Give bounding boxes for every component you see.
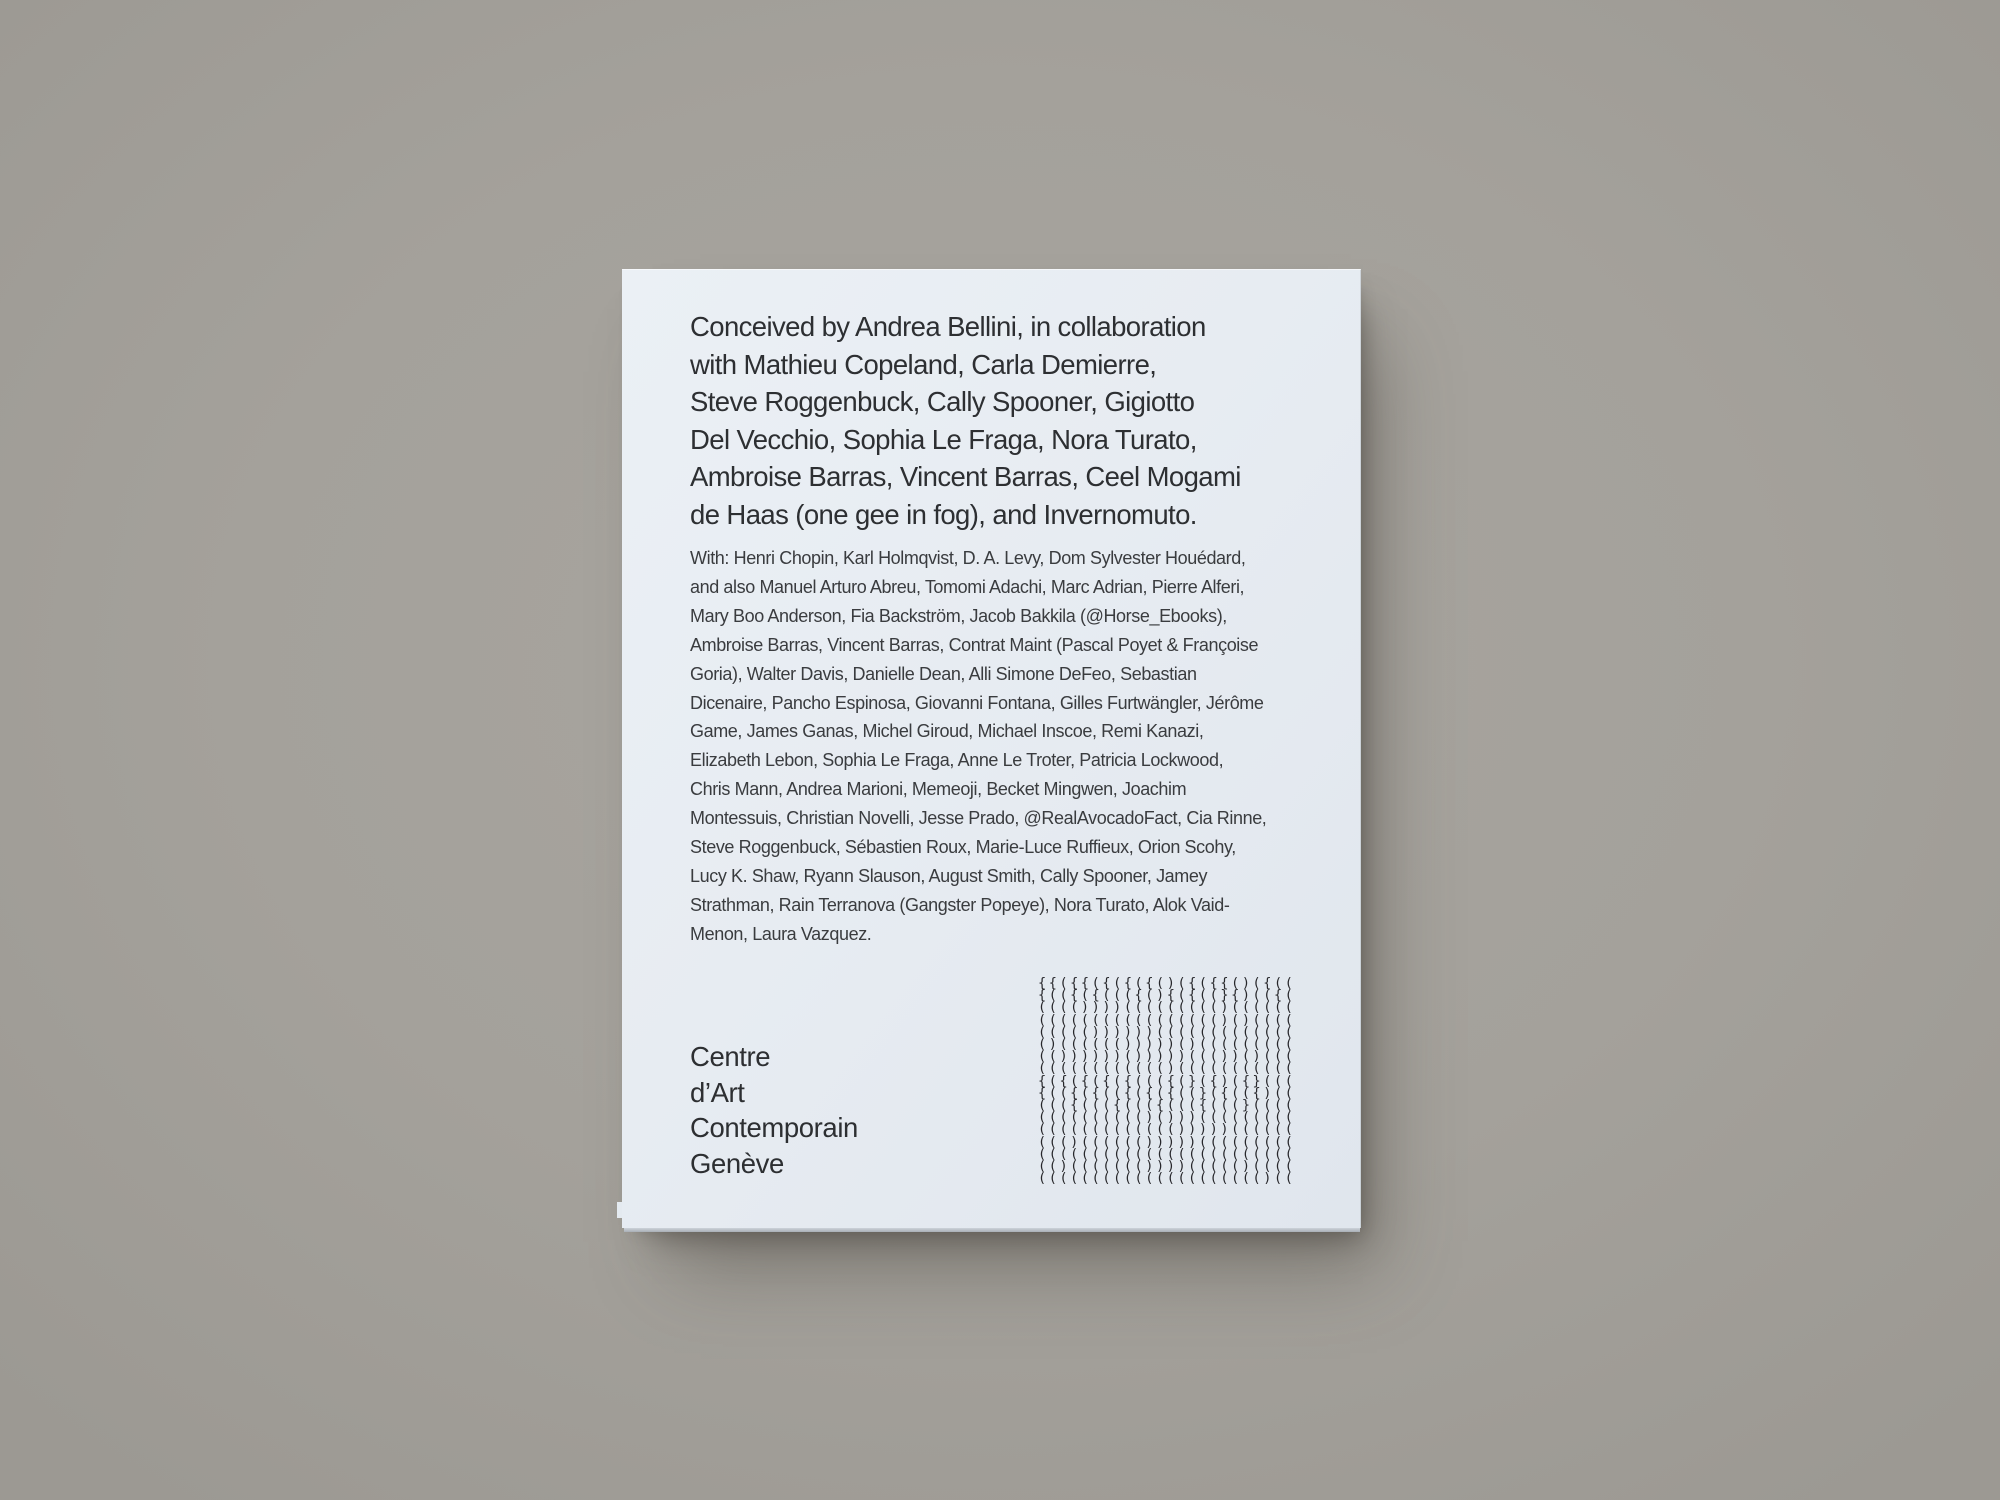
credits-heading-line: Del Vecchio, Sophia Le Fraga, Nora Turato,: [690, 423, 1197, 455]
publisher-line: Contemporain: [690, 1112, 858, 1143]
parentheses-pattern-row: {(({({((({(){({((}{)(({(: [1038, 987, 1296, 1004]
participants-line: Game, James Ganas, Michel Giroud, Michael Inscoe, Remi Kanazi,: [690, 721, 1204, 742]
participants-line: Goria), Walter Davis, Danielle Dean, Alli Simone DeFeo, Sebastian: [690, 663, 1197, 684]
participants-line: With: Henri Chopin, Karl Holmqvist, D. A. Levy, Dom Sylvester Houédard,: [690, 548, 1246, 568]
participants-line: Montessuis, Christian Novelli, Jesse Prado, @RealAvocadoFact, Cia Rinne,: [690, 808, 1267, 829]
participants-line: and also Manuel Arturo Abreu, Tomomi Adachi, Marc Adrian, Pierre Alferi,: [690, 576, 1245, 597]
participants-line: Dicenaire, Pancho Espinosa, Giovanni Fontana, Gilles Furtwängler, Jérôme: [690, 692, 1264, 713]
book-back-cover: [622, 269, 1361, 1228]
credits-heading-line: de Haas (one gee in fog), and Invernomuto.: [690, 498, 1197, 530]
participants-list: [690, 544, 1266, 949]
participants-line: Steve Roggenbuck, Sébastien Roux, Marie-Luce Ruffieux, Orion Scohy,: [690, 837, 1236, 858]
parentheses-pattern-row: {{({{({({({()({({{()({((: [1038, 975, 1296, 991]
participants-line: Ambroise Barras, Vincent Barras, Contrat Maint (Pascal Poyet & Françoise: [690, 634, 1259, 655]
credits-heading-line: Conceived by Andrea Bellini, in collaboration: [690, 311, 1206, 342]
parentheses-pattern-row: ((((((((((((((((((((()((: [1038, 1170, 1296, 1187]
participants-line: Mary Boo Anderson, Fia Backström, Jacob Bakkila (@Horse_Ebooks),: [690, 605, 1227, 626]
parentheses-pattern-row: ((((())))))(((((((((((((: [1038, 1023, 1296, 1040]
participants-line: Chris Mann, Andrea Marioni, Memeoji, Becket Mingwen, Joachim: [690, 779, 1187, 800]
parentheses-pattern-row: (())))))()))))((())()(((: [1038, 1048, 1296, 1065]
credits-heading: [690, 308, 1241, 533]
publisher-name: [690, 1039, 858, 1181]
parentheses-pattern-row: {({({({({((({(}({)({}(((: [1038, 1072, 1296, 1089]
publisher-line: d’Art: [690, 1076, 745, 1108]
parentheses-pattern-row: ((({((({((({((({(((}((((: [1038, 1097, 1296, 1114]
parentheses-pattern-row: ((((((((((((((((((((((((: [1038, 1145, 1296, 1162]
participants-line: Strathman, Rain Terranova (Gangster Popeye), Nora Turato, Alok Vaid-: [690, 894, 1230, 915]
parentheses-pattern-row: (((())))((((((((()((((((: [1038, 999, 1296, 1016]
parentheses-pattern-row: ()(((((()))))()(((((((((: [1038, 1036, 1296, 1053]
publisher-line: Centre: [690, 1041, 771, 1072]
parentheses-pattern-row: (((((((((((()(((((((((((: [1038, 1060, 1296, 1077]
credits-heading-line: Steve Roggenbuck, Cally Spooner, Gigiotto: [690, 386, 1195, 417]
parentheses-pattern-row: {(({({(({({({((}({(({)((: [1038, 1084, 1296, 1101]
credits-heading-line: Ambroise Barras, Vincent Barras, Ceel Mogami: [690, 461, 1241, 492]
participants-line: Lucy K. Shaw, Ryann Slauson, August Smith, Cally Spooner, Jamey: [690, 865, 1208, 886]
parentheses-pattern-art: [1038, 975, 1296, 1187]
participants-line: Menon, Laura Vazquez.: [690, 923, 872, 944]
parentheses-pattern-row: ((((((((((((((((()()((((: [1038, 1011, 1296, 1028]
participants-line: Elizabeth Lebon, Sophia Le Fraga, Anne Le Troter, Patricia Lockwood,: [690, 750, 1224, 771]
credits-heading-line: with Mathieu Copeland, Carla Demierre,: [690, 348, 1157, 380]
parentheses-pattern-row: ((()(((((()))))(((((((((: [1038, 1133, 1296, 1150]
parentheses-pattern-row: ((((((((((((()))))((((((: [1038, 1121, 1296, 1138]
parentheses-pattern-row: (((((((((()()))(((((((((: [1038, 1109, 1296, 1126]
publisher-line: Genève: [690, 1147, 784, 1179]
parentheses-pattern-row: (()((((((())))((((()((((: [1038, 1158, 1296, 1175]
